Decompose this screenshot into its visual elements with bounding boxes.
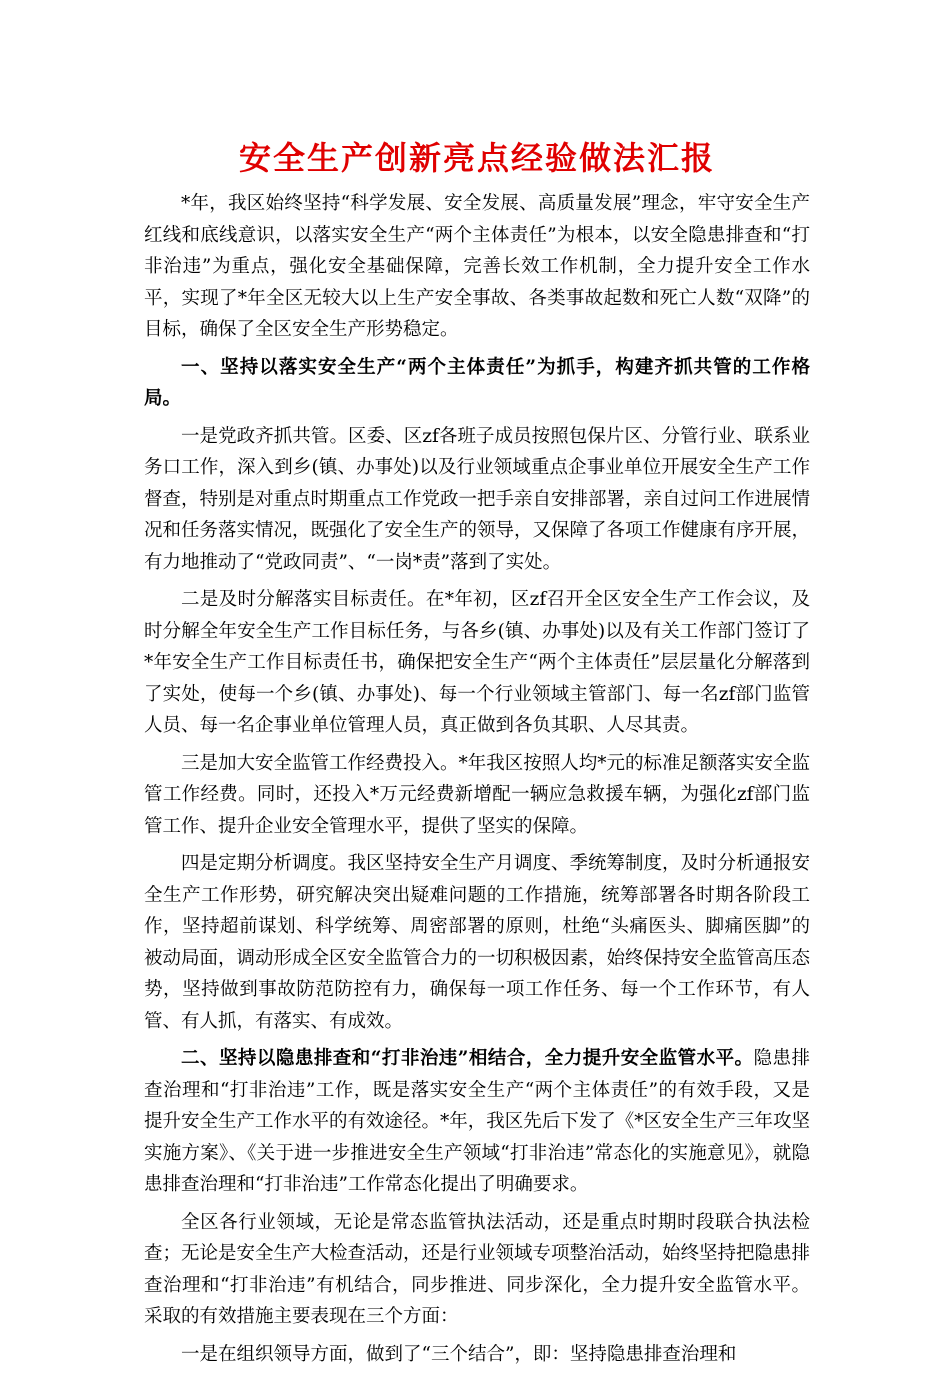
section-2-heading: 二、坚持以隐患排查和“打非治违”相结合，全力提升安全监管水平。	[181, 1048, 754, 1069]
section-1-heading: 一、坚持以落实安全生产“两个主体责任”为抓手，构建齐抓共管的工作格局。	[144, 356, 810, 409]
section-2-paragraph-1: 全区各行业领域，无论是常态监管执法活动，还是重点时期时段联合执法检查；无论是安全生产大检查活动，还是行业领域专项整治活动，始终坚持把隐患排查治理和“打非治违”有机结合，同步推进、同步深化，全力提升安全监管水平。采取的有效措施主要表现在三个方面：	[144, 1211, 811, 1327]
section-1-paragraph-4: 四是定期分析调度。我区坚持安全生产月调度、季统筹制度，及时分析通报安全生产工作形势，研究解决突出疑难问题的工作措施，统筹部署各时期各阶段工作，坚持超前谋划、科学统筹、周密部署的原则，杜绝“头痛医头、脚痛医脚”的被动局面，调动形成全区安全监管合力的一切积极因素，始终保持安全监管高压态势，坚持做到事故防范防控有力，确保每一项工作任务、每一个工作环节，有人管、有人抓，有落实、有成效。	[144, 853, 811, 1032]
section-1-paragraph-1: 一是党政齐抓共管。区委、区zf各班子成员按照包保片区、分管行业、联系业务口工作，深入到乡(镇、办事处)以及行业领域重点企事业单位开展安全生产工作督查，特别是对重点时期重点工作党政一把手亲自安排部署，亲自过问工作进展情况和任务落实情况，既强化了安全生产的领导，又保障了各项工作健康有序开展，有力地推动了“党政同责”、“一岗*责”落到了实处。	[144, 425, 811, 573]
intro-paragraph: *年，我区始终坚持“科学发展、安全发展、高质量发展”理念，牢守安全生产红线和底线意识，以落实安全生产“两个主体责任”为根本，以安全隐患排查和“打非治违”为重点，强化安全基础保障，完善长效工作机制，全力提升安全工作水平，实现了*年全区无较大以上生产安全事故、各类事故起数和死亡人数“双降”的目标，确保了全区安全生产形势稳定。	[144, 193, 810, 340]
document-page	[144, 128, 810, 1376]
document-title: 安全生产创新亮点经验做法汇报	[238, 139, 715, 177]
section-2-paragraph	[144, 1043, 810, 1201]
section-2-text: 隐患排查治理和“打非治违”工作，既是落实安全生产“两个主体责任”的有效手段，又是提升安全生产工作水平的有效途径。*年，我区先后下发了《*区安全生产三年攻坚实施方案》、《关于进一步推进安全生产领域“打非治违”常态化的实施意见》，就隐患排查治理和“打非治违”工作常态化提出了明确要求。	[144, 1048, 811, 1195]
section-2-paragraph-2: 一是在组织领导方面，做到了“三个结合”，即：坚持隐患排查治理和	[181, 1343, 737, 1365]
section-1-paragraph-2: 二是及时分解落实目标责任。在*年初，区zf召开全区安全生产工作会议，及时分解全年安全生产工作目标任务，与各乡(镇、办事处)以及有关工作部门签订了*年安全生产工作目标责任书，确保把安全生产“两个主体责任”层层量化分解落到了实处，使每一个乡(镇、办事处)、每一个行业领域主管部门、每一名zf部门监管人员、每一名企事业单位管理人员，真正做到各负其职、人尽其责。	[144, 589, 810, 736]
section-1-paragraph-3: 三是加大安全监管工作经费投入。*年我区按照人均*元的标准足额落实安全监管工作经费。同时，还投入*万元经费新增配一辆应急救援车辆，为强化zf部门监管工作、提升企业安全管理水平，提供了坚实的保障。	[144, 752, 811, 837]
